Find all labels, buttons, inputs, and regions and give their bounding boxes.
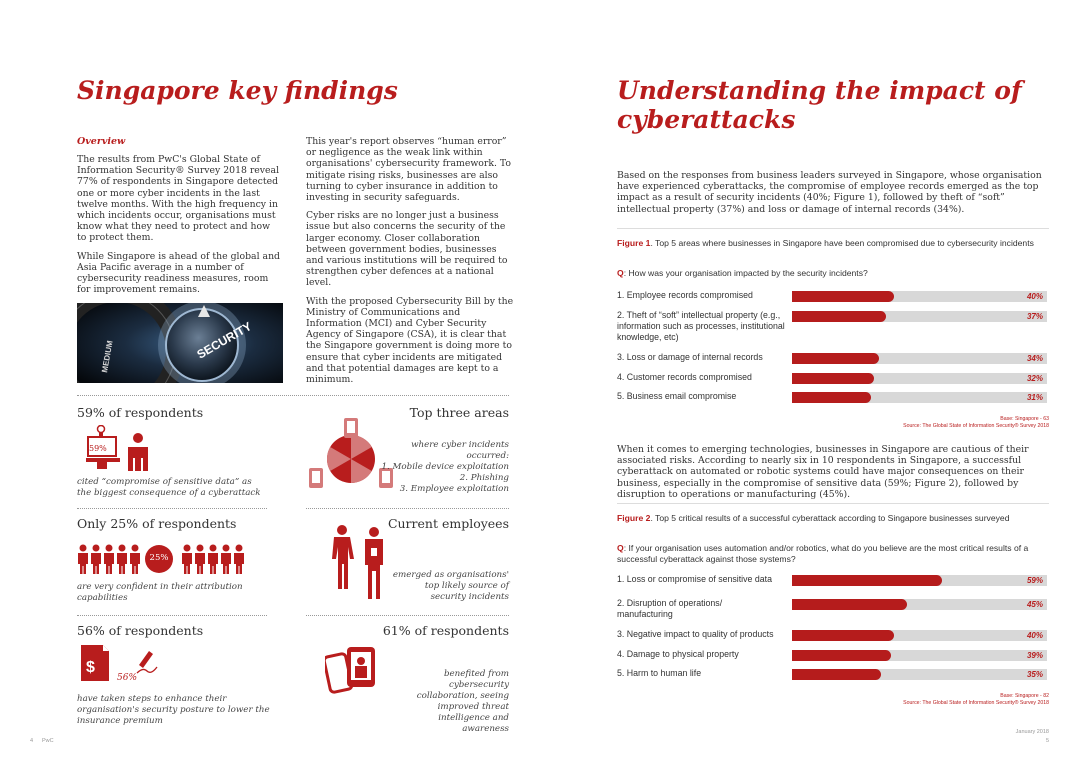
fig2-value-4: 39% [1026,651,1043,660]
figure2-question-text: : If your organisation uses automation and/or robotics, what do you believe are the most critical results of a successful cyberattack against those systems? [617,543,1029,564]
right-footer-date: January 2018 [1015,729,1049,735]
top-areas-intro: where cyber incidents occurred: [411,440,509,461]
fig1-value-3: 34% [1026,354,1043,363]
fig2-value-5: 35% [1026,670,1043,679]
fig1-label-4: 4. Customer records compromised [617,372,752,382]
figure2-title-text: . Top 5 critical results of a successful cyberattack according to Singapore businesses surveyed [650,513,1010,523]
fig2-bar-track-2 [792,599,1047,610]
paragraph: Cyber risks are no longer just a business issue but also concerns the security of the larger economy. Closer collaboration between government bodies, businesses and various institutions will be required to strengthen cyber defences at a national level. [306,210,508,289]
photo-security-word: SECURITY [194,319,255,362]
fig1-bar-1 [792,291,894,302]
collaboration-icon [325,645,377,701]
divider [306,508,509,509]
fig1-bar-track-3 [792,353,1047,364]
fig1-bar-3 [792,353,879,364]
fig1-label-5: 5. Business email compromise [617,391,737,401]
fig1-label-2: 2. Theft of “soft” intellectual property (e.g., information such as processes, institutional knowledge, etc) [617,310,785,342]
fig2-bar-track-1 [792,575,1047,586]
left-page-number: 4 [30,738,34,744]
fig1-bar-5 [792,392,871,403]
fig2-bar-1 [792,575,942,586]
rule [617,503,1049,504]
paragraph: The results from PwC's Global State of Information Security® Survey 2018 reveal 77% of respondents in Singapore detected one or more cyber incidents in the last twelve months. With the high frequency in which incidents occur, organisations must know what they need to protect and how to protect them. [77,154,280,244]
paragraph: While Singapore is ahead of the global and Asia Pacific average in a number of cybersecurity readiness measures, room for improvement remains. [77,250,281,296]
fig1-label-3: 3. Loss or damage of internal records [617,352,763,362]
fig2-bar-5 [792,669,881,680]
fig2-label-4: 4. Damage to physical property [617,649,739,659]
left-page-title: Singapore key findings [77,76,398,105]
employees-heading: Current employees [387,516,509,531]
fig2-value-3: 40% [1026,631,1043,640]
stat-61-text: benefited from cybersecurity collaboration, seeing improved threat intelligence and awareness [416,669,509,734]
right-page-number: 5 [1045,738,1049,744]
paragraph: This year's report observes “human error” or negligence as the weak link within organisations' cybersecurity framework. To mitigate rising risks, businesses are also turning to cyber insurance in addition to investing in security safeguards. [306,136,511,204]
stat-25-badge: 25% [149,553,169,563]
fig1-value-5: 31% [1026,393,1043,402]
fig1-bar-track-5 [792,392,1047,403]
top-areas-heading: Top three areas [409,405,509,420]
right-intro-text: Based on the responses from business leaders surveyed in Singapore, whose organisation have experienced cyberattacks, the compromise of employee records emerged as the top impact as a result of security incidents (40%; Figure 1), followed by theft of “soft” intellectual property (37%) and loss or damage of internal records (34%). [617,170,1042,215]
figure1-question [617,268,1049,279]
fig2-label-5: 5. Harm to human life [617,668,702,678]
employees-icon [328,524,398,608]
stat-56-text: have taken steps to enhance their organisation's security posture to lower the insurance premium [77,694,270,726]
fig1-value-2: 37% [1026,312,1043,321]
figure2-label: Figure 2 [617,513,651,523]
figure1-q-label: Q [617,268,624,278]
divider [77,615,267,616]
fig2-bar-track-5 [792,669,1047,680]
right-page-title: Understanding the impact of cyberattacks [617,76,1022,134]
overview-heading: Overview [77,136,126,147]
top-area-2: 2. Phishing [459,473,509,483]
top-areas-list [380,440,509,495]
left-footer-brand: PwC [42,738,54,744]
left-column-text [77,154,282,302]
figure1-label: Figure 1 [617,238,651,248]
fig2-source: Source: The Global State of Information Security® Survey 2018 [903,700,1049,706]
fig1-bar-track-4 [792,373,1047,384]
right-middle-text: When it comes to emerging technologies, businesses in Singapore are cautious of their associated risks. According to nearly six in 10 respondents in Singapore, a successful cyberattack on automated or robotic systems could have major consequences on their business, especially in the compromise of sensitive data (59%; Figure 2), followed by disruption to operations or manufacturing (45%). [617,444,1029,500]
fig1-label-1: 1. Employee records compromised [617,290,753,300]
employees-text: emerged as organisations' top likely source of security incidents [392,570,509,602]
rule [617,228,1049,229]
security-dial-photo [77,303,283,383]
fig2-base: Base: Singapore - 82 [1000,693,1049,699]
fig1-source: Source: The Global State of Information Security® Survey 2018 [903,423,1049,429]
svg-text:$: $ [86,659,95,676]
fig2-value-1: 59% [1026,576,1043,585]
fig2-value-2: 45% [1026,600,1043,609]
photo-medium-word: MEDIUM [100,339,115,374]
stat-25-heading: Only 25% of respondents [77,516,237,531]
divider [77,508,267,509]
fig2-bar-track-3 [792,630,1047,641]
figure2-question [617,543,1049,565]
fig1-value-1: 40% [1026,292,1043,301]
fig2-label-2: 2. Disruption of operations/ manufacturing [617,598,723,619]
top-area-3: 3. Employee exploitation [399,484,509,494]
fig1-bar-track-2 [792,311,1047,322]
figure2-q-label: Q [617,543,624,553]
fig1-bar-4 [792,373,874,384]
fig2-label-3: 3. Negative impact to quality of products [617,629,774,639]
fig2-bar-2 [792,599,907,610]
fig2-bar-track-4 [792,650,1047,661]
fig1-base: Base: Singapore - 63 [1000,416,1049,422]
stat-61-heading: 61% of respondents [382,623,509,638]
fig1-bar-track-1 [792,291,1047,302]
paragraph: With the proposed Cybersecurity Bill by the Ministry of Communications and Information (MCI) and Cyber Security Agency of Singapore (CSA), it is clear that the Singapore government is doing more to ensure that cyber incidents are mitigated and that potential damages are kept to a minimum. [306,295,514,386]
stat-59-badge: 59% [89,444,107,453]
fig2-bar-3 [792,630,894,641]
stat-56-badge: 56% [117,673,138,683]
fig1-bar-2 [792,311,886,322]
fig2-bar-4 [792,650,891,661]
fig2-label-1: 1. Loss or compromise of sensitive data [617,574,772,584]
stat-25-text: are very confident in their attribution capabilities [77,582,243,603]
people-row-icon [77,543,267,579]
stat-59-heading: 59% of respondents [77,405,204,420]
right-column-text [306,136,514,392]
figure1-question-text: : How was your organisation impacted by the security incidents? [623,268,868,278]
stat-59-text: cited “compromise of sensitive data” as the biggest consequence of a cyberattack [77,477,261,498]
stat-56-heading: 56% of respondents [77,623,204,638]
figure2-title [617,513,1037,524]
figure1-title-text: . Top 5 areas where businesses in Singapore have been compromised due to cybersecurity incidents [650,238,1034,248]
top-area-1: 1. Mobile device exploitation [381,462,509,472]
figure1-title [617,238,1037,249]
fig1-value-4: 32% [1026,374,1043,383]
divider [306,615,509,616]
divider [77,395,509,396]
